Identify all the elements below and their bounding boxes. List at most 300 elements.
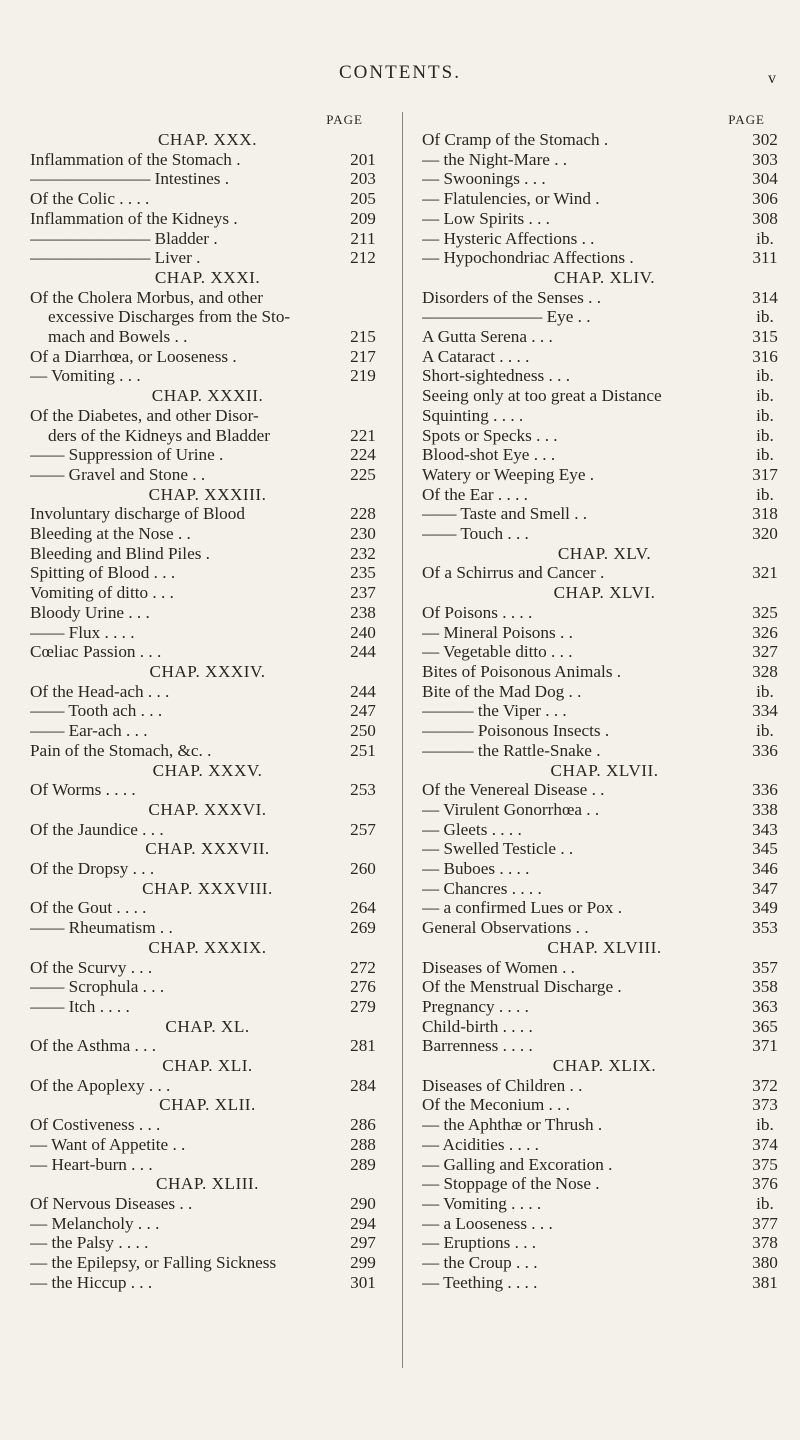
chapter-heading: CHAP. XLVII. xyxy=(550,760,659,780)
chapter-heading: CHAP. XXXVII. xyxy=(145,839,270,859)
toc-entry xyxy=(422,366,787,386)
toc-entry xyxy=(30,445,385,465)
page-column-heading: PAGE xyxy=(326,112,363,127)
toc-entry xyxy=(422,603,787,623)
page-number: 232 xyxy=(350,543,376,563)
toc-entry xyxy=(422,189,787,209)
toc-entry xyxy=(422,1076,787,1096)
entry-label: Bleeding and Blind Piles . xyxy=(30,543,210,563)
page-number: 247 xyxy=(350,701,376,721)
entry-label: — Galling and Excoration . xyxy=(422,1154,613,1174)
toc-entry xyxy=(422,918,787,938)
page-number: 374 xyxy=(752,1134,778,1154)
page-number: 288 xyxy=(350,1134,376,1154)
chapter-heading: CHAP. XXXI. xyxy=(154,267,261,287)
page-number: ib. xyxy=(756,307,774,327)
entry-label: General Observations . . xyxy=(422,918,589,938)
entry-label: ——— the Viper . . . xyxy=(422,701,567,721)
toc-entry xyxy=(422,1095,787,1115)
toc-entry xyxy=(30,1076,385,1096)
entry-label: — the Palsy . . . . xyxy=(30,1233,149,1253)
entry-label: —— Itch . . . . xyxy=(30,996,130,1016)
page-number: 230 xyxy=(350,524,376,544)
toc-entry xyxy=(30,248,385,268)
toc-entry xyxy=(30,347,385,367)
page-number: 321 xyxy=(752,563,778,583)
toc-entry xyxy=(30,583,385,603)
toc-entry xyxy=(422,563,787,583)
entry-label: — the Night-Mare . . xyxy=(422,149,568,169)
page-number: 221 xyxy=(350,425,376,445)
entry-label: A Cataract . . . . xyxy=(422,346,530,366)
toc-entry xyxy=(422,1214,787,1234)
page-number: 276 xyxy=(350,977,376,997)
page-number: 380 xyxy=(752,1253,778,1273)
entry-label: — Swelled Testicle . . xyxy=(422,839,574,859)
folio: v xyxy=(768,70,776,87)
entry-label: — Flatulencies, or Wind . xyxy=(422,189,600,209)
entry-label: Of the Ear . . . . xyxy=(422,484,528,504)
entry-label: — Stoppage of the Nose . xyxy=(422,1174,600,1194)
entry-label: — Teething . . . . xyxy=(422,1272,538,1292)
entry-label: Of a Diarrhœa, or Looseness . xyxy=(30,346,237,366)
page-number: 286 xyxy=(350,1115,376,1135)
toc-entry xyxy=(422,307,787,327)
page-number: 228 xyxy=(350,504,376,524)
toc-entry xyxy=(422,780,787,800)
entry-text-line: Of the Diabetes, and other Disor- xyxy=(30,405,259,425)
entry-label: — a Looseness . . . xyxy=(422,1213,553,1233)
entry-label: — Want of Appetite . . xyxy=(30,1134,186,1154)
page-number: ib. xyxy=(756,681,774,701)
page-number: 257 xyxy=(350,819,376,839)
entry-label: —— Flux . . . . xyxy=(30,622,135,642)
page-number: 240 xyxy=(350,622,376,642)
toc-entry xyxy=(30,780,385,800)
left-column xyxy=(30,110,385,1292)
chapter-heading: CHAP. XLVI. xyxy=(553,583,656,603)
page-number: 345 xyxy=(752,839,778,859)
toc-entry xyxy=(422,169,787,189)
entry-label: Bloody Urine . . . xyxy=(30,602,150,622)
toc-entry xyxy=(30,544,385,564)
page-number: 328 xyxy=(752,661,778,681)
toc-entry xyxy=(30,997,385,1017)
page-number: 346 xyxy=(752,859,778,879)
entry-label: Of the Venereal Disease . . xyxy=(422,780,605,800)
toc-entry xyxy=(422,248,787,268)
entry-label: — the Aphthæ or Thrush . xyxy=(422,1115,603,1135)
chapter-heading: CHAP. XXXII. xyxy=(151,386,264,406)
entry-label: Vomiting of ditto . . . xyxy=(30,583,174,603)
toc-entry xyxy=(30,327,385,347)
toc-entry xyxy=(30,1115,385,1135)
entry-label: Bites of Poisonous Animals . xyxy=(422,661,622,681)
page-number: 318 xyxy=(752,504,778,524)
entry-label: Of the Dropsy . . . xyxy=(30,859,155,879)
running-head: CONTENTS. xyxy=(339,62,461,83)
toc-entry xyxy=(422,1194,787,1214)
toc-entry xyxy=(30,682,385,702)
column-divider xyxy=(402,112,403,1368)
entry-label: Bleeding at the Nose . . xyxy=(30,524,191,544)
chapter-heading: CHAP. XXXV. xyxy=(152,760,263,780)
page-number: 365 xyxy=(752,1016,778,1036)
page-number: ib. xyxy=(756,366,774,386)
chapter-heading: CHAP. XLV. xyxy=(557,543,652,563)
entry-label: Diseases of Women . . xyxy=(422,957,575,977)
toc-entry xyxy=(30,898,385,918)
toc-entry xyxy=(422,1135,787,1155)
page-number: 381 xyxy=(752,1272,778,1292)
page-number: 299 xyxy=(350,1253,376,1273)
toc-entry xyxy=(422,347,787,367)
toc-entry xyxy=(30,1273,385,1293)
toc-entry xyxy=(30,1155,385,1175)
page-number: 314 xyxy=(752,287,778,307)
toc-entry xyxy=(422,1155,787,1175)
entry-label: Of the Head-ach . . . xyxy=(30,681,170,701)
page-number: 308 xyxy=(752,208,778,228)
toc-entry xyxy=(422,386,787,406)
entry-label: — Chancres . . . . xyxy=(422,878,542,898)
page-number: 375 xyxy=(752,1154,778,1174)
entry-label: Watery or Weeping Eye . xyxy=(422,464,595,484)
toc-entry xyxy=(30,642,385,662)
chapter-heading: CHAP. XLVIII. xyxy=(547,937,662,957)
toc-entry xyxy=(30,563,385,583)
entry-label: ——————— Eye . . xyxy=(422,307,591,327)
page-number: 306 xyxy=(752,189,778,209)
page-number: 250 xyxy=(350,721,376,741)
page-number: 372 xyxy=(752,1075,778,1095)
entry-text-line: excessive Discharges from the Sto- xyxy=(48,307,291,327)
entry-label: — Swoonings . . . xyxy=(422,169,546,189)
toc-entry xyxy=(422,1036,787,1056)
toc-entry xyxy=(30,958,385,978)
entry-label: —— Rheumatism . . xyxy=(30,918,173,938)
page-number: 349 xyxy=(752,898,778,918)
page-number: 294 xyxy=(350,1213,376,1233)
page-number: 316 xyxy=(752,346,778,366)
entry-label: Of the Gout . . . . xyxy=(30,898,147,918)
page-header xyxy=(0,62,800,86)
entry-label: Of Nervous Diseases . . xyxy=(30,1193,193,1213)
entry-label: Diseases of Children . . xyxy=(422,1075,583,1095)
entry-label: ——————— Bladder . xyxy=(30,228,218,248)
toc-entry xyxy=(422,150,787,170)
page-number: 357 xyxy=(752,957,778,977)
toc-entry xyxy=(422,642,787,662)
toc-entry xyxy=(30,603,385,623)
toc-entry xyxy=(422,1273,787,1293)
entry-label: — Mineral Poisons . . xyxy=(422,622,573,642)
entry-label: Barrenness . . . . xyxy=(422,1036,533,1056)
page-number: ib. xyxy=(756,1193,774,1213)
page-number: ib. xyxy=(756,228,774,248)
page-number: 311 xyxy=(752,248,778,268)
page-number: 297 xyxy=(350,1233,376,1253)
entry-label: — Vomiting . . . xyxy=(30,366,141,386)
page-number: 235 xyxy=(350,563,376,583)
toc-entry xyxy=(30,623,385,643)
entry-label: Of the Colic . . . . xyxy=(30,189,150,209)
page-number: 272 xyxy=(350,957,376,977)
page-number: 237 xyxy=(350,583,376,603)
toc-entry xyxy=(30,1135,385,1155)
page-number: 284 xyxy=(350,1075,376,1095)
entry-label: —— Taste and Smell . . xyxy=(422,504,588,524)
toc-entry xyxy=(30,859,385,879)
toc-entry xyxy=(30,820,385,840)
entry-label: Involuntary discharge of Blood xyxy=(30,504,245,524)
entry-label: —— Tooth ach . . . xyxy=(30,701,163,721)
page-number: 336 xyxy=(752,780,778,800)
toc-entry xyxy=(422,406,787,426)
toc-entry xyxy=(422,662,787,682)
chapter-heading: CHAP. XLIV. xyxy=(553,267,656,287)
page-number: ib. xyxy=(756,386,774,406)
chapter-heading: CHAP. XLIX. xyxy=(552,1056,657,1076)
chapter-heading: CHAP. XLIII. xyxy=(156,1174,259,1194)
entry-label: Inflammation of the Stomach . xyxy=(30,149,241,169)
page-number: 334 xyxy=(752,701,778,721)
toc-entry xyxy=(30,1194,385,1214)
page-number: 269 xyxy=(350,918,376,938)
page-number: 260 xyxy=(350,859,376,879)
entry-label: — Hysteric Affections . . xyxy=(422,228,595,248)
toc-entry xyxy=(30,977,385,997)
toc-entry xyxy=(30,465,385,485)
page-number: 377 xyxy=(752,1213,778,1233)
toc-entry xyxy=(30,918,385,938)
page-number: 219 xyxy=(350,366,376,386)
page-number: 205 xyxy=(350,189,376,209)
page-number: 338 xyxy=(752,799,778,819)
toc-entry xyxy=(422,209,787,229)
page-number: 253 xyxy=(350,780,376,800)
entry-label: Squinting . . . . xyxy=(422,405,524,425)
toc-entry xyxy=(422,721,787,741)
entry-label: —— Suppression of Urine . xyxy=(30,445,224,465)
page-number: 244 xyxy=(350,681,376,701)
entry-label: — Acidities . . . . xyxy=(422,1134,539,1154)
entry-label: Spots or Specks . . . xyxy=(422,425,558,445)
toc-entry xyxy=(30,426,385,446)
entry-label: — Vomiting . . . . xyxy=(422,1193,542,1213)
page-number: 290 xyxy=(350,1193,376,1213)
entry-label: Of Costiveness . . . xyxy=(30,1115,161,1135)
entry-label: Blood-shot Eye . . . xyxy=(422,445,556,465)
entry-label: Child-birth . . . . xyxy=(422,1016,533,1036)
page-number: 358 xyxy=(752,977,778,997)
entry-label: Of the Apoplexy . . . xyxy=(30,1075,171,1095)
page-number: 203 xyxy=(350,169,376,189)
entry-label: — Buboes . . . . xyxy=(422,859,530,879)
entry-label: ——— the Rattle-Snake . xyxy=(422,740,601,760)
entry-label: —— Ear-ach . . . xyxy=(30,721,148,741)
page-number: 317 xyxy=(752,464,778,484)
entry-label: Of Worms . . . . xyxy=(30,780,136,800)
entry-label: — the Epilepsy, or Falling Sickness xyxy=(30,1253,277,1273)
toc-entry xyxy=(422,524,787,544)
toc-entry xyxy=(422,465,787,485)
entry-label: Short-sightedness . . . xyxy=(422,366,570,386)
entry-label: A Gutta Serena . . . xyxy=(422,327,553,347)
page-column-heading: PAGE xyxy=(728,112,765,127)
entry-label: — Low Spirits . . . xyxy=(422,208,550,228)
chapter-heading: CHAP. XL. xyxy=(165,1016,250,1036)
entry-label: — Eruptions . . . xyxy=(422,1233,537,1253)
toc-entry xyxy=(422,1174,787,1194)
entry-label: Bite of the Mad Dog . . xyxy=(422,681,582,701)
page-number: 325 xyxy=(752,602,778,622)
chapter-heading: CHAP. XXXVI. xyxy=(148,799,267,819)
page-number: 376 xyxy=(752,1174,778,1194)
toc-entry xyxy=(30,1253,385,1273)
page-number: 212 xyxy=(350,248,376,268)
toc-entry xyxy=(30,1036,385,1056)
page-number: 264 xyxy=(350,898,376,918)
page-number: 343 xyxy=(752,819,778,839)
toc-entry xyxy=(422,958,787,978)
toc-entry xyxy=(422,445,787,465)
page-number: ib. xyxy=(756,445,774,465)
toc-entry xyxy=(422,898,787,918)
page-number: 215 xyxy=(350,327,376,347)
toc-entry xyxy=(422,327,787,347)
right-column xyxy=(422,110,787,1292)
toc-entry xyxy=(422,426,787,446)
page-number: 209 xyxy=(350,208,376,228)
page-number: 238 xyxy=(350,602,376,622)
entry-label: — the Croup . . . xyxy=(422,1253,538,1273)
entry-label: Of the Asthma . . . xyxy=(30,1036,157,1056)
toc-entry xyxy=(30,1233,385,1253)
toc-entry xyxy=(30,721,385,741)
page-number: 327 xyxy=(752,642,778,662)
entry-label: ——————— Intestines . xyxy=(30,169,230,189)
entry-label: — Heart-burn . . . xyxy=(30,1154,153,1174)
entry-label: — Vegetable ditto . . . xyxy=(422,642,573,662)
toc-entry xyxy=(422,1233,787,1253)
page-number: 279 xyxy=(350,996,376,1016)
entry-label: — a confirmed Lues or Pox . xyxy=(422,898,622,918)
toc-entry xyxy=(30,701,385,721)
page-number: 224 xyxy=(350,445,376,465)
toc-entry xyxy=(422,820,787,840)
toc-entry xyxy=(422,800,787,820)
page-number: 201 xyxy=(350,149,376,169)
toc-entry xyxy=(422,130,787,150)
entry-label: —— Touch . . . xyxy=(422,524,529,544)
chapter-heading: CHAP. XLI. xyxy=(162,1056,253,1076)
entry-label: Pain of the Stomach, &c. . xyxy=(30,740,212,760)
page-number: 217 xyxy=(350,346,376,366)
page-number: 326 xyxy=(752,622,778,642)
entry-label: Of the Menstrual Discharge . xyxy=(422,977,622,997)
page-number: 378 xyxy=(752,1233,778,1253)
toc-entry xyxy=(422,485,787,505)
page-number: 353 xyxy=(752,918,778,938)
toc-entry xyxy=(422,1017,787,1037)
toc-entry xyxy=(422,997,787,1017)
toc-entry xyxy=(422,504,787,524)
entry-label: Seeing only at too great a Distance xyxy=(422,386,662,406)
page-number: 301 xyxy=(350,1272,376,1292)
toc-entry xyxy=(422,977,787,997)
toc-entry xyxy=(422,701,787,721)
entry-label: — Virulent Gonorrhœa . . xyxy=(422,799,600,819)
page-number: 336 xyxy=(752,740,778,760)
toc-entry xyxy=(30,169,385,189)
entry-label: — Hypochondriac Affections . xyxy=(422,248,634,268)
toc-entry xyxy=(422,288,787,308)
entry-label: Inflammation of the Kidneys . xyxy=(30,208,238,228)
toc-entry xyxy=(422,741,787,761)
page-number: 320 xyxy=(752,524,778,544)
entry-label: ——— Poisonous Insects . xyxy=(422,721,610,741)
entry-label: Of the Jaundice . . . xyxy=(30,819,164,839)
entry-label: —— Gravel and Stone . . xyxy=(30,464,206,484)
toc-entry xyxy=(422,229,787,249)
toc-entry xyxy=(30,1214,385,1234)
page-number: 373 xyxy=(752,1095,778,1115)
toc-entry xyxy=(30,209,385,229)
page-number: 225 xyxy=(350,464,376,484)
entry-label: ——————— Liver . xyxy=(30,248,201,268)
entry-label: — the Hiccup . . . xyxy=(30,1272,153,1292)
page-number: 304 xyxy=(752,169,778,189)
page-number: 363 xyxy=(752,996,778,1016)
entry-label: — Melancholy . . . xyxy=(30,1213,160,1233)
entry-label: — Gleets . . . . xyxy=(422,819,522,839)
chapter-heading: CHAP. XXXVIII. xyxy=(142,878,273,898)
toc-entry xyxy=(422,859,787,879)
page-number: 244 xyxy=(350,642,376,662)
chapter-heading: CHAP. XXX. xyxy=(157,130,258,149)
chapter-heading: CHAP. XXXIV. xyxy=(149,661,266,681)
page-number: 302 xyxy=(752,130,778,149)
page-number: 303 xyxy=(752,149,778,169)
page-number: 347 xyxy=(752,878,778,898)
page-number: 315 xyxy=(752,327,778,347)
entry-label: Of a Schirrus and Cancer . xyxy=(422,563,605,583)
toc-entry xyxy=(422,879,787,899)
toc-entry xyxy=(422,682,787,702)
entry-label: Cœliac Passion . . . xyxy=(30,642,162,662)
page-number: ib. xyxy=(756,484,774,504)
page-number: ib. xyxy=(756,405,774,425)
toc-entry xyxy=(30,150,385,170)
entry-label: Of Cramp of the Stomach . xyxy=(422,130,609,149)
page-number: 211 xyxy=(350,228,376,248)
chapter-heading: CHAP. XXXIII. xyxy=(148,484,267,504)
toc-entry xyxy=(30,366,385,386)
entry-label: Of the Scurvy . . . xyxy=(30,957,153,977)
entry-text-line: Of the Cholera Morbus, and other xyxy=(30,287,263,307)
toc-entry xyxy=(30,504,385,524)
page-number: ib. xyxy=(756,1115,774,1135)
toc-entry xyxy=(30,229,385,249)
toc-entry xyxy=(30,524,385,544)
page-number: ib. xyxy=(756,721,774,741)
entry-label: Pregnancy . . . . xyxy=(422,996,529,1016)
chapter-heading: CHAP. XLII. xyxy=(159,1095,256,1115)
toc-entry xyxy=(422,623,787,643)
entry-label: Disorders of the Senses . . xyxy=(422,287,602,307)
entry-label: Spitting of Blood . . . xyxy=(30,563,176,583)
